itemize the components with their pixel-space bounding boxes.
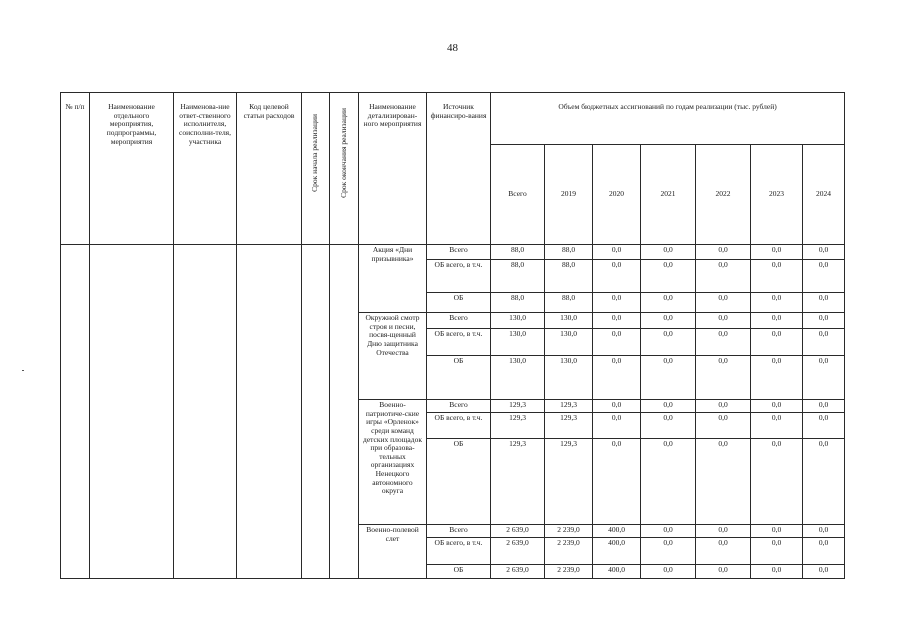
amount-cell: 129,3 bbox=[545, 413, 593, 439]
funding-source: Всего bbox=[427, 525, 491, 538]
amount-cell: 88,0 bbox=[545, 245, 593, 260]
col-end-label: Срок окончания реализации bbox=[338, 108, 348, 198]
amount-cell: 0,0 bbox=[641, 245, 696, 260]
amount-cell: 0,0 bbox=[641, 400, 696, 413]
funding-source: Всего bbox=[427, 245, 491, 260]
amount-cell: 88,0 bbox=[545, 260, 593, 293]
amount-cell: 0,0 bbox=[593, 413, 641, 439]
col-executor-header: Наименова-ние ответ-ственного исполнителя, соисполни-теля, участника bbox=[174, 93, 237, 245]
amount-cell: 0,0 bbox=[641, 413, 696, 439]
amount-cell: 0,0 bbox=[641, 260, 696, 293]
funding-source: ОБ всего, в т.ч. bbox=[427, 329, 491, 356]
year-header-total: Всего bbox=[491, 145, 545, 245]
amount-cell: 0,0 bbox=[751, 245, 803, 260]
amount-cell: 0,0 bbox=[696, 245, 751, 260]
year-header-2019: 2019 bbox=[545, 145, 593, 245]
amount-cell: 0,0 bbox=[593, 260, 641, 293]
amount-cell: 0,0 bbox=[696, 329, 751, 356]
amount-cell: 0,0 bbox=[751, 565, 803, 579]
amount-cell: 129,3 bbox=[491, 439, 545, 525]
amount-cell: 88,0 bbox=[491, 260, 545, 293]
year-header-2024: 2024 bbox=[803, 145, 845, 245]
amount-cell: 2 639,0 bbox=[491, 525, 545, 538]
amount-cell: 0,0 bbox=[751, 313, 803, 329]
col-detail-header: Наименование детализирован-ного мероприятия bbox=[359, 93, 427, 245]
amount-cell: 0,0 bbox=[803, 400, 845, 413]
amount-cell: 130,0 bbox=[545, 329, 593, 356]
detail-event-name: Военно-патриотиче-ские игры «Орленок» среди команд детских площадок при образова-тельных организациях Ненецкого автономного округа bbox=[359, 400, 427, 525]
col-no-cell bbox=[61, 245, 90, 579]
funding-source: ОБ всего, в т.ч. bbox=[427, 538, 491, 565]
amount-cell: 0,0 bbox=[803, 313, 845, 329]
amount-cell: 0,0 bbox=[751, 439, 803, 525]
amount-cell: 0,0 bbox=[696, 400, 751, 413]
amount-cell: 0,0 bbox=[696, 439, 751, 525]
amount-cell: 129,3 bbox=[491, 400, 545, 413]
amount-cell: 0,0 bbox=[751, 260, 803, 293]
amount-cell: 0,0 bbox=[593, 293, 641, 313]
detail-event-name: Акция «Дни призывника» bbox=[359, 245, 427, 313]
amount-cell: 88,0 bbox=[545, 293, 593, 313]
amount-cell: 0,0 bbox=[593, 245, 641, 260]
amount-cell: 130,0 bbox=[545, 356, 593, 400]
amount-cell: 0,0 bbox=[803, 565, 845, 579]
col-event-name-cell bbox=[90, 245, 174, 579]
amount-cell: 0,0 bbox=[751, 356, 803, 400]
amount-cell: 0,0 bbox=[751, 293, 803, 313]
col-code-header: Код целевой статьи расходов bbox=[237, 93, 302, 245]
funding-source: ОБ bbox=[427, 293, 491, 313]
col-volume-header: Объем бюджетных ассигнований по годам реализации (тыс. рублей) bbox=[491, 93, 845, 145]
funding-source: ОБ всего, в т.ч. bbox=[427, 260, 491, 293]
amount-cell: 0,0 bbox=[641, 313, 696, 329]
detail-event-name: Военно-полевой слет bbox=[359, 525, 427, 579]
amount-cell: 0,0 bbox=[696, 413, 751, 439]
col-no-header: № п/п bbox=[61, 93, 90, 245]
amount-cell: 130,0 bbox=[545, 313, 593, 329]
amount-cell: 0,0 bbox=[751, 400, 803, 413]
amount-cell: 0,0 bbox=[593, 356, 641, 400]
amount-cell: 0,0 bbox=[593, 439, 641, 525]
table-body bbox=[61, 245, 845, 579]
year-header-2022: 2022 bbox=[696, 145, 751, 245]
amount-cell: 2 239,0 bbox=[545, 565, 593, 579]
funding-source: ОБ bbox=[427, 439, 491, 525]
margin-mark bbox=[22, 370, 24, 371]
col-start-header bbox=[302, 93, 330, 245]
amount-cell: 0,0 bbox=[803, 356, 845, 400]
amount-cell: 130,0 bbox=[491, 329, 545, 356]
amount-cell: 129,3 bbox=[545, 400, 593, 413]
amount-cell: 0,0 bbox=[696, 525, 751, 538]
amount-cell: 0,0 bbox=[641, 356, 696, 400]
amount-cell: 0,0 bbox=[641, 525, 696, 538]
amount-cell: 400,0 bbox=[593, 538, 641, 565]
col-start-cell bbox=[302, 245, 330, 579]
amount-cell: 0,0 bbox=[696, 313, 751, 329]
amount-cell: 0,0 bbox=[803, 329, 845, 356]
detail-event-name: Окружной смотр строя и песни, посвя-щенный Дню защитника Отечества bbox=[359, 313, 427, 400]
page-number: 48 bbox=[447, 42, 458, 54]
amount-cell: 0,0 bbox=[803, 293, 845, 313]
amount-cell: 0,0 bbox=[696, 356, 751, 400]
amount-cell: 88,0 bbox=[491, 245, 545, 260]
funding-source: ОБ всего, в т.ч. bbox=[427, 413, 491, 439]
amount-cell: 0,0 bbox=[751, 329, 803, 356]
amount-cell: 0,0 bbox=[593, 329, 641, 356]
amount-cell: 0,0 bbox=[751, 525, 803, 538]
amount-cell: 2 239,0 bbox=[545, 538, 593, 565]
amount-cell: 0,0 bbox=[696, 538, 751, 565]
amount-cell: 0,0 bbox=[803, 525, 845, 538]
amount-cell: 0,0 bbox=[751, 413, 803, 439]
amount-cell: 0,0 bbox=[696, 293, 751, 313]
amount-cell: 0,0 bbox=[641, 538, 696, 565]
amount-cell: 0,0 bbox=[803, 413, 845, 439]
amount-cell: 130,0 bbox=[491, 356, 545, 400]
header-row-1 bbox=[61, 93, 845, 145]
funding-source: ОБ bbox=[427, 356, 491, 400]
amount-cell: 400,0 bbox=[593, 565, 641, 579]
funding-source: ОБ bbox=[427, 565, 491, 579]
col-event-name-header: Наименование отдельного мероприятия, подпрограммы, мероприятия bbox=[90, 93, 174, 245]
table-row bbox=[61, 245, 845, 260]
amount-cell: 0,0 bbox=[803, 245, 845, 260]
amount-cell: 0,0 bbox=[803, 439, 845, 525]
year-header-2023: 2023 bbox=[751, 145, 803, 245]
amount-cell: 0,0 bbox=[641, 565, 696, 579]
amount-cell: 0,0 bbox=[641, 293, 696, 313]
amount-cell: 0,0 bbox=[593, 313, 641, 329]
amount-cell: 0,0 bbox=[641, 329, 696, 356]
col-end-cell bbox=[330, 245, 359, 579]
amount-cell: 2 639,0 bbox=[491, 565, 545, 579]
amount-cell: 0,0 bbox=[641, 439, 696, 525]
amount-cell: 2 639,0 bbox=[491, 538, 545, 565]
amount-cell: 400,0 bbox=[593, 525, 641, 538]
funding-source: Всего bbox=[427, 400, 491, 413]
amount-cell: 2 239,0 bbox=[545, 525, 593, 538]
col-end-header bbox=[330, 93, 359, 245]
funding-source: Всего bbox=[427, 313, 491, 329]
year-header-2020: 2020 bbox=[593, 145, 641, 245]
amount-cell: 0,0 bbox=[696, 260, 751, 293]
amount-cell: 129,3 bbox=[545, 439, 593, 525]
col-source-header: Источник финансиро-вания bbox=[427, 93, 491, 245]
amount-cell: 0,0 bbox=[696, 565, 751, 579]
amount-cell: 0,0 bbox=[803, 538, 845, 565]
budget-table bbox=[60, 92, 845, 579]
amount-cell: 0,0 bbox=[751, 538, 803, 565]
amount-cell: 0,0 bbox=[593, 400, 641, 413]
year-header-2021: 2021 bbox=[641, 145, 696, 245]
col-code-cell bbox=[237, 245, 302, 579]
amount-cell: 130,0 bbox=[491, 313, 545, 329]
amount-cell: 88,0 bbox=[491, 293, 545, 313]
col-executor-cell bbox=[174, 245, 237, 579]
amount-cell: 0,0 bbox=[803, 260, 845, 293]
amount-cell: 129,3 bbox=[491, 413, 545, 439]
col-start-label: Срок начала реализации bbox=[310, 114, 320, 192]
